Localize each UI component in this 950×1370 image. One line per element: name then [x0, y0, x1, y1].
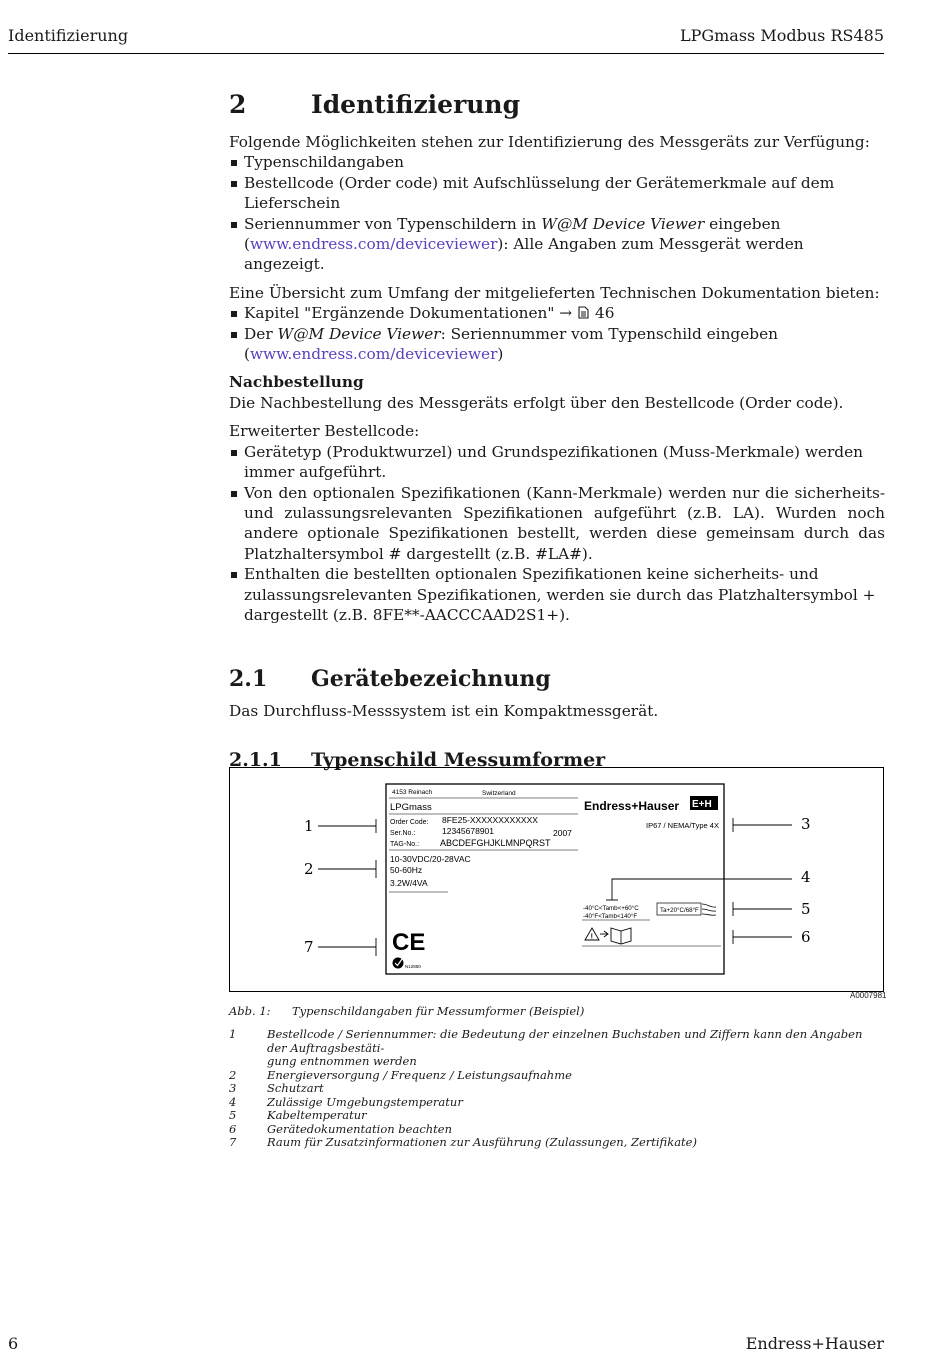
warning-icon: [585, 928, 599, 941]
legend-number: 7: [229, 1135, 237, 1149]
legend-number: 1: [229, 1027, 237, 1041]
subsubsection-title: Typenschild Messumformer: [311, 748, 606, 771]
legend-number: 4: [229, 1094, 237, 1109]
running-header-left: Identifizierung: [8, 26, 129, 45]
legend-number: 2: [229, 1067, 237, 1082]
running-header-right: LPGmass Modbus RS485: [679, 26, 884, 45]
power-line-1: 10-30VDC/20-28VAC: [390, 854, 471, 864]
tag-label: TAG-No.:: [390, 841, 420, 848]
callout-5: 5: [801, 900, 811, 918]
list-item: [229, 303, 885, 323]
cable-temp: Ta+20°C/68°F: [660, 907, 699, 914]
manual-book-icon: [611, 928, 631, 944]
legend-text: Schutzart: [267, 1081, 324, 1095]
reorder-heading: Nachbestellung: [229, 373, 364, 392]
list-item: [229, 324, 885, 365]
list-item: Enthalten die bestellten optionalen Spezifikationen keine sicherheits- und zulassungsrelevanten Spezifikationen, werden sie durch das Platzhaltersymbol + dargestellt (z.B. 8FE**-AACCCAAD2S1+).: [229, 564, 885, 625]
list-item: Gerätetyp (Produktwurzel) und Grundspezifikationen (Muss-Merkmale) werden immer aufgeführt.: [229, 442, 885, 483]
power-line-3: 3.2W/4VA: [390, 878, 428, 888]
plate-country: Switzerland: [482, 790, 516, 797]
list-item-text: ): [497, 345, 504, 364]
reorder-paragraph: Die Nachbestellung des Messgeräts erfolgt über den Bestellcode (Order code).: [229, 393, 844, 412]
extended-code-label: Erweiterter Bestellcode:: [229, 422, 420, 441]
svg-text:E+H: E+H: [692, 799, 712, 810]
section-number: 2: [229, 89, 247, 119]
subsubsection-number: 2.1.1: [229, 748, 282, 771]
plate-product: LPGmass: [390, 802, 432, 813]
subsection-number: 2.1: [229, 666, 268, 693]
page-number: 6: [8, 1334, 19, 1353]
legend-row: [229, 1109, 879, 1123]
list-item: [229, 214, 885, 275]
year-value: 2007: [553, 828, 572, 838]
identification-list: [229, 152, 885, 274]
device-viewer-name: W@M Device Viewer: [541, 214, 705, 233]
figure-caption: [229, 1004, 584, 1018]
list-item-text: Seriennummer von Typenschildern in: [244, 214, 542, 233]
list-item-text: (: [244, 345, 250, 364]
legend-text: Zulässige Umgebungstemperatur: [267, 1094, 463, 1109]
list-item: Von den optionalen Spezifikationen (Kann-Merkmale) werden nur die sicherheits- und zulassungsrelevanten Spezifikationen aufgeführt (z.B. LA). Wurden noch andere optionale Spezifikationen bestellt, werden diese gemeinsam durch das Platzhaltersymbol # dargestellt (z.B. #LA#).: [229, 483, 885, 565]
list-item-text: Kapitel "Ergänzende Dokumentationen" →: [244, 304, 577, 323]
documentation-list: [229, 303, 885, 364]
protection-rating: IP67 / NEMA/Type 4X: [646, 821, 719, 830]
legend-number: 6: [229, 1121, 237, 1136]
device-viewer-link[interactable]: www.endress.com/deviceviewer: [249, 235, 498, 254]
plate-brand: Endress+Hauser: [584, 799, 680, 813]
extended-code-list: [229, 442, 885, 626]
legend-text: Energieversorgung / Frequenz / Leistungsaufnahme: [267, 1067, 572, 1082]
section-heading: [229, 88, 885, 122]
legend-text: gung entnommen werden: [267, 1054, 417, 1068]
page-reference-link[interactable]: 46: [595, 304, 615, 323]
list-item-text: ): Alle Angaben zum Messgerät werden angezeigt.: [244, 235, 804, 274]
legend-text: Bestellcode / Seriennummer: die Bedeutung der einzelnen Buchstaben und Ziffern kann den Angaben der Auftragsbestäti-: [267, 1027, 863, 1055]
footer-brand: Endress+Hauser: [745, 1334, 884, 1353]
callout-7: 7: [304, 938, 314, 956]
c-tick-icon: [393, 958, 404, 969]
serial-label: Ser.No.:: [390, 830, 416, 837]
legend-row: [229, 1096, 879, 1110]
list-item-text: : Seriennummer vom Typenschild eingeben: [440, 324, 778, 343]
serial-value: 12345678901: [442, 826, 495, 836]
subsection-paragraph: Das Durchfluss-Messsystem ist ein Kompaktmessgerät.: [229, 702, 659, 721]
callout-2: 2: [304, 860, 314, 878]
list-item-text: Der: [244, 324, 278, 343]
order-code-label: Order Code:: [390, 819, 429, 826]
nameplate-figure: [229, 767, 884, 992]
legend-text: Gerätedokumentation beachten: [267, 1121, 453, 1136]
callout-3: 3: [801, 815, 811, 833]
list-item-text: eingeben: [704, 214, 781, 233]
legend-row: [229, 1123, 879, 1137]
figure-id: A0007981: [850, 991, 887, 1000]
legend-text: Kabeltemperatur: [267, 1108, 367, 1122]
power-line-2: 50-60Hz: [390, 865, 423, 875]
intro-paragraph: Folgende Möglichkeiten stehen zur Identifizierung des Messgeräts zur Verfügung:: [229, 133, 870, 151]
legend-row: [229, 1055, 879, 1069]
legend-row: [229, 1069, 879, 1083]
legend-number: [229, 1055, 267, 1069]
caption-text: Typenschildangaben für Messumformer (Beispiel): [292, 1004, 585, 1018]
caption-label: Abb. 1:: [229, 1004, 271, 1018]
figure-legend: [229, 1028, 879, 1150]
callout-6: 6: [801, 928, 811, 946]
subsection-title: Gerätebezeichnung: [311, 666, 551, 693]
list-item: Typenschildangaben: [229, 152, 885, 172]
legend-number: 3: [229, 1081, 237, 1095]
callout-4: 4: [801, 868, 811, 886]
legend-text: Raum für Zusatzinformationen zur Ausführung (Zulassungen, Zertifikate): [267, 1135, 697, 1149]
legend-row: [229, 1028, 879, 1055]
header-rule: [8, 53, 884, 54]
nameplate-drawing: [230, 768, 883, 991]
tag-value: ABCDEFGHJKLMNPQRST: [440, 838, 551, 848]
order-code-value: 8FE25-XXXXXXXXXXXX: [442, 815, 538, 825]
svg-text:!: !: [590, 933, 593, 941]
device-viewer-link[interactable]: www.endress.com/deviceviewer: [249, 345, 498, 364]
subsection-heading: [229, 663, 885, 695]
legend-row: [229, 1136, 879, 1150]
ambient-temp-2: -40°F<Tamb<140°F: [583, 913, 638, 920]
legend-row: [229, 1082, 879, 1096]
callout-1: 1: [304, 817, 314, 835]
cable-icon: [702, 904, 716, 915]
plate-city: 4153 Reinach: [392, 789, 433, 796]
main-content: [229, 88, 885, 774]
list-item: Bestellcode (Order code) mit Aufschlüsselung der Gerätemerkmale auf dem Lieferschein: [229, 173, 885, 214]
ambient-temp-1: -40°C<Tamb<+60°C: [583, 905, 639, 912]
cert-code: N12850: [405, 964, 421, 969]
section-title: Identifizierung: [311, 89, 521, 119]
device-viewer-name: W@M Device Viewer: [277, 324, 441, 343]
ce-mark-icon: CE: [392, 929, 426, 956]
eh-logo-icon: [690, 796, 718, 810]
overview-paragraph: Eine Übersicht zum Umfang der mitgelieferten Technischen Dokumentation bieten:: [229, 283, 880, 302]
list-item-text: (: [244, 235, 250, 254]
page-icon: [577, 304, 590, 317]
legend-number: 5: [229, 1108, 237, 1122]
